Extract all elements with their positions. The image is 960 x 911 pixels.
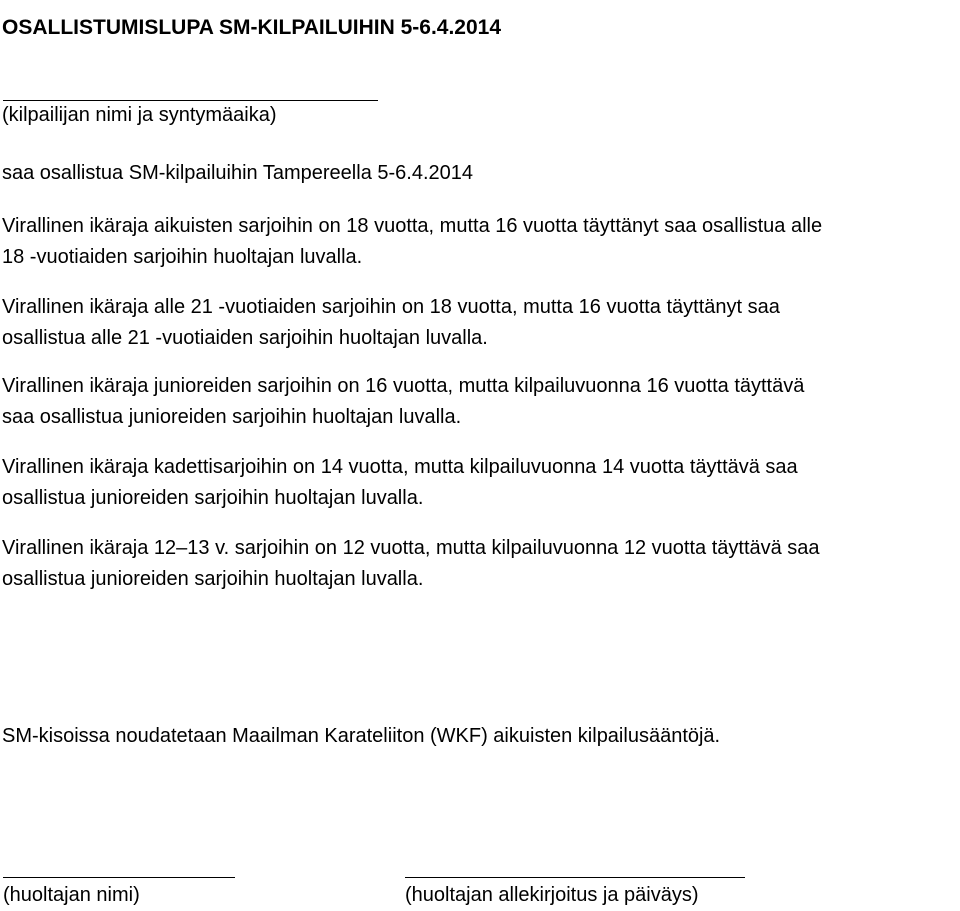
paragraph-line: osallistua junioreiden sarjoihin huoltajan luvalla. [2,487,424,509]
paragraph-line: Virallinen ikäraja alle 21 -vuotiaiden sarjoihin on 18 vuotta, mutta 16 vuotta täyttänyt saa [2,296,780,318]
paragraph-line: Virallinen ikäraja 12–13 v. sarjoihin on 12 vuotta, mutta kilpailuvuonna 12 vuotta täyttävä saa [2,537,820,559]
paragraph-line: Virallinen ikäraja junioreiden sarjoihin on 16 vuotta, mutta kilpailuvuonna 16 vuotta täyttävä [2,375,805,397]
competitor-name-caption: (kilpailijan nimi ja syntymäaika) [2,104,277,126]
document-title: OSALLISTUMISLUPA SM-KILPAILUIHIN 5-6.4.2014 [2,16,502,40]
age-rule-12-13 [2,533,820,595]
paragraph-line: 18 -vuotiaiden sarjoihin huoltajan luvalla. [2,246,363,268]
permission-statement: saa osallistua SM-kilpailuihin Tampereella 5-6.4.2014 [2,162,474,184]
age-rule-adults [2,211,822,273]
age-rule-under-21 [2,292,780,354]
paragraph-line: Virallinen ikäraja aikuisten sarjoihin on 18 vuotta, mutta 16 vuotta täyttänyt saa osallistua alle [2,215,823,237]
guardian-signature-caption: (huoltajan allekirjoitus ja päiväys) [405,884,699,906]
paragraph-line: Virallinen ikäraja kadettisarjoihin on 14 vuotta, mutta kilpailuvuonna 14 vuotta täyttävä saa [2,456,798,478]
age-rule-cadets [2,452,798,514]
paragraph-line: osallistua junioreiden sarjoihin huoltajan luvalla. [2,568,424,590]
guardian-signature-line [405,877,745,878]
paragraph-line: osallistua alle 21 -vuotiaiden sarjoihin huoltajan luvalla. [2,327,488,349]
age-rule-juniors [2,371,804,433]
paragraph-line: saa osallistua junioreiden sarjoihin huoltajan luvalla. [2,406,462,428]
guardian-name-caption: (huoltajan nimi) [3,884,140,906]
guardian-name-line [3,877,235,878]
wkf-rules-note: SM-kisoissa noudatetaan Maailman Karateliiton (WKF) aikuisten kilpailusääntöjä. [2,725,721,747]
